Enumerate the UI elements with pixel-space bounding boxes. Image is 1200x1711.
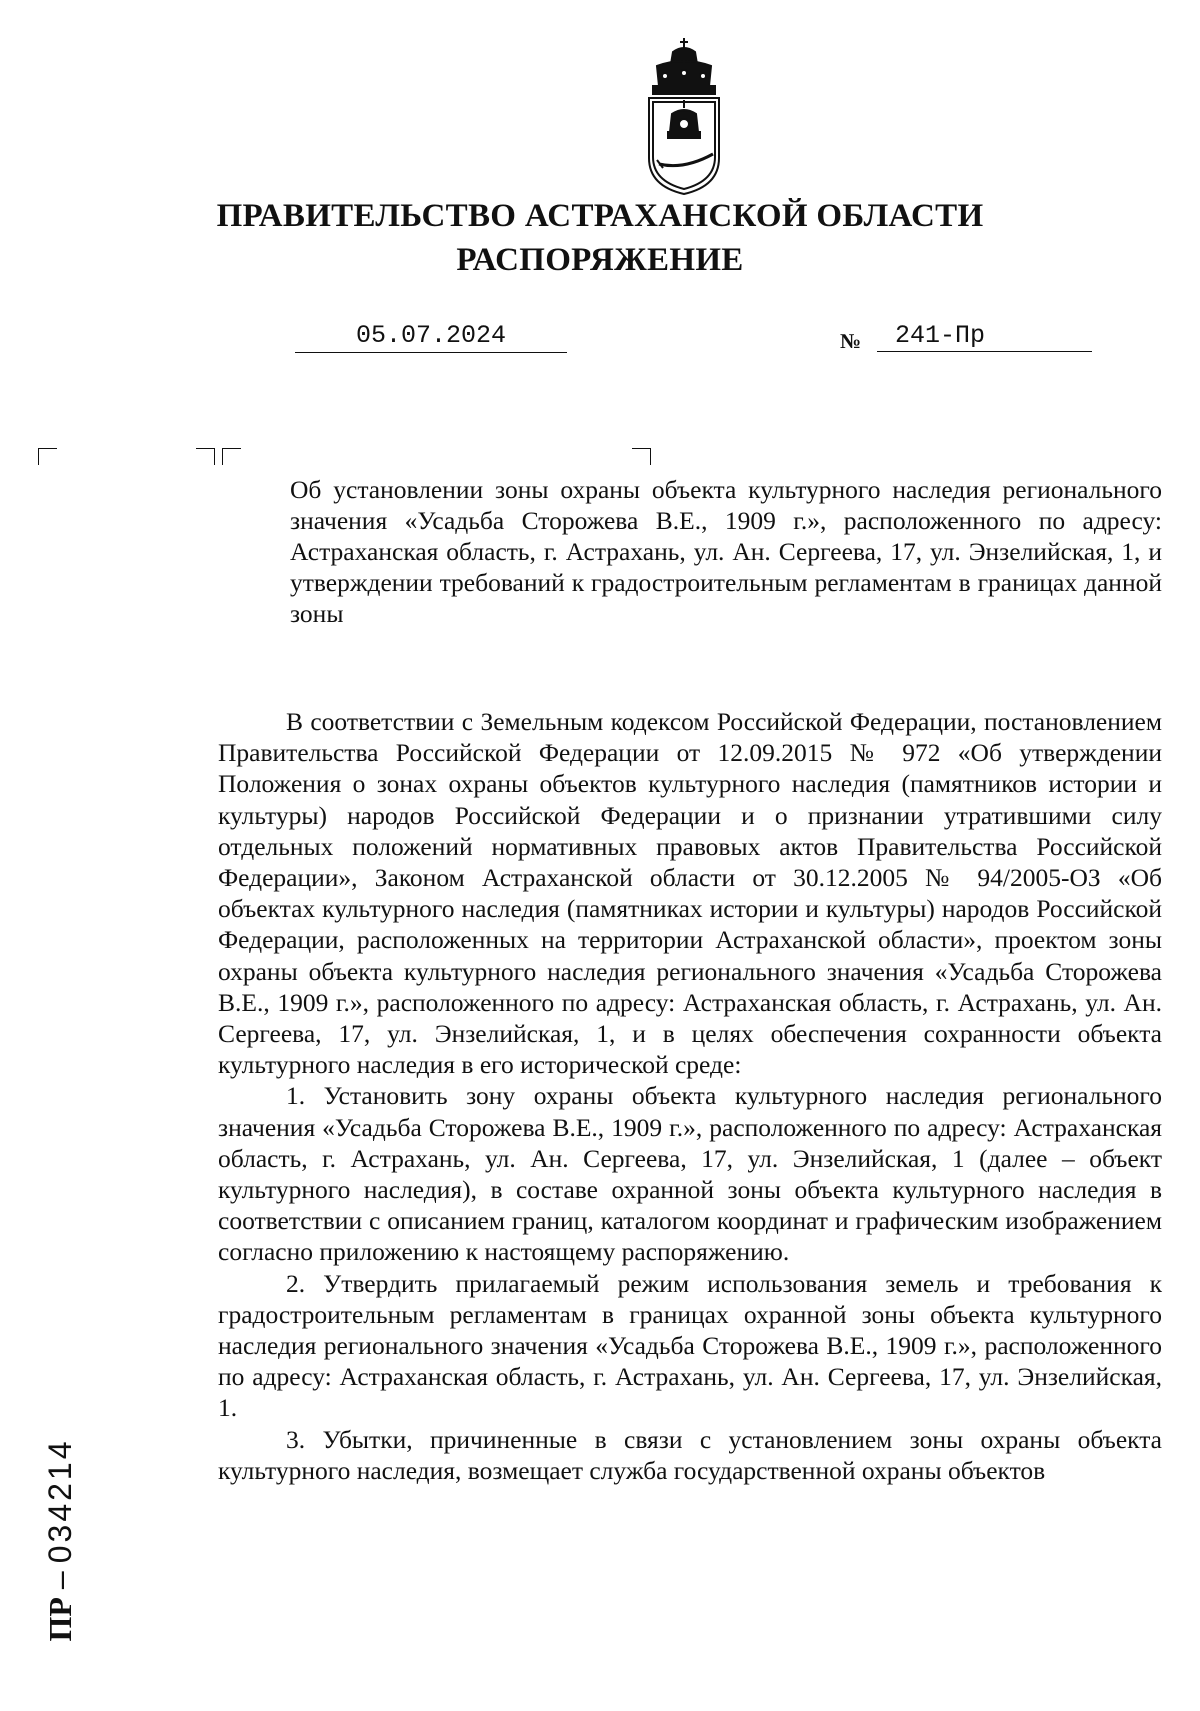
number-sign: № <box>840 329 862 353</box>
stamp-number: 034214 <box>42 1438 78 1564</box>
document-body <box>218 706 1162 1486</box>
document-number: 241-Пр <box>877 320 1092 352</box>
organization-title: ПРАВИТЕЛЬСТВО АСТРАХАНСКОЙ ОБЛАСТИ <box>216 198 984 234</box>
stamp-dash: – <box>42 1571 78 1590</box>
corner-mark-mid-left <box>222 448 241 465</box>
corner-mark-mid-right <box>196 448 215 465</box>
registration-stamp <box>30 1390 90 1690</box>
corner-mark-top-right <box>632 448 651 465</box>
document-date: 05.07.2024 <box>295 320 567 353</box>
stamp-prefix: ПР <box>42 1597 78 1642</box>
document-type-title: РАСПОРЯЖЕНИЕ <box>456 242 744 278</box>
list-item: 1. Установить зону охраны объекта культурного наследия регионального значения «Усадьба Сторожева В.Е., 1909 г.», расположенного по адресу: Астраханская область, г. Астрахань, ул. Ан. Сергеева, 17, ул. Энзелийская, 1 (далее – объект культурного наследия), в составе охранной зоны объекта культурного наследия в соответствии с описанием границ, каталогом координат и графическим изображением согласно приложению к настоящему распоряжению. <box>218 1081 1162 1267</box>
corner-mark-top-left <box>38 448 57 465</box>
document-subject: Об установлении зоны охраны объекта культурного наследия регионального значения «Усадьба Сторожева В.Е., 1909 г.», расположенного по адресу: Астраханская область, г. Астрахань, ул. Ан. Сергеева, 17, ул. Энзелийская, 1, и утверждении требований к градостроительным регламентам в границах данной зоны <box>290 475 1162 628</box>
preamble-paragraph: В соответствии с Земельным кодексом Российской Федерации, постановлением Правительства Российской Федерации от 12.09.2015 № 972 «Об утверждении Положения о зонах охраны объектов культурного наследия (памятников истории и культуры) народов Российской Федерации и о признании утратившими силу отдельных положений нормативных правовых актов Правительства Российской Федерации», Законом Астраханской области от 30.12.2005 № 94/2005-ОЗ «Об объектах культурного наследия (памятниках истории и культуры) народов Российской Федерации, расположенных на территории Астраханской области», проектом зоны охраны объекта культурного наследия регионального значения «Усадьба Сторожева В.Е., 1909 г.», расположенного по адресу: Астраханская область, г. Астрахань, ул. Ан. Сергеева, 17, ул. Энзелийская, 1, и в целях обеспечения сохранности объекта культурного наследия в его исторической среде: <box>218 707 1162 1080</box>
coat-of-arms-icon <box>643 36 725 196</box>
list-item: 2. Утвердить прилагаемый режим использования земель и требования к градостроительным регламентам в границах охранной зоны объекта культурного наследия регионального значения «Усадьба Сторожева В.Е., 1909 г.», расположенного по адресу: Астраханская область, г. Астрахань, ул. Ан. Сергеева, 17, ул. Энзелийская, 1. <box>218 1268 1162 1423</box>
list-item: 3. Убытки, причиненные в связи с установлением зоны охраны объекта культурного наследия, возмещает служба государственной охраны объектов <box>218 1424 1162 1485</box>
